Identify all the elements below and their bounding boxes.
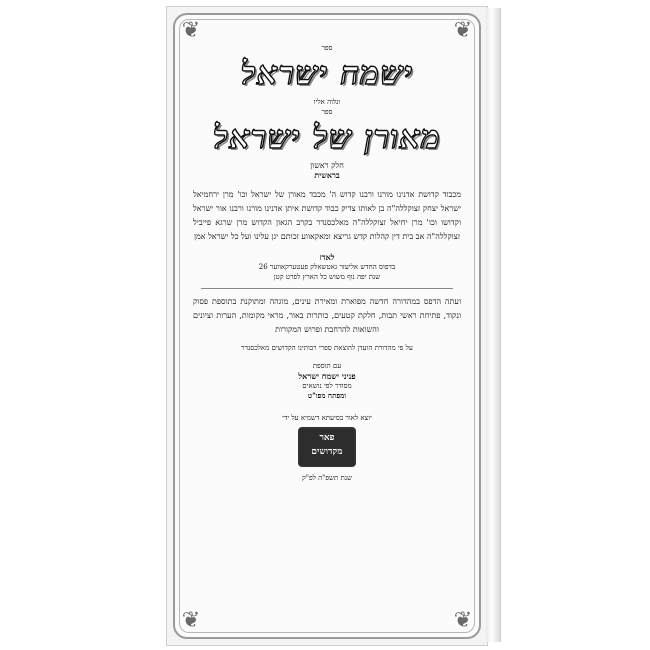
index-line: ומפתח מפו"ט <box>307 391 347 400</box>
second-title: מאורן של ישראל <box>213 118 441 156</box>
corner-ornament-icon: ❦ <box>181 608 201 633</box>
print-line-1: בדפוס החדש אליעזר גאטשאלק פעטערקאווער 26 <box>258 263 396 271</box>
print-line-2: שנת יפה נוף משוש כל הארץ לפרט קטן <box>273 273 381 281</box>
logo-line-2: מקדושים <box>311 447 343 457</box>
with-addition: עם תוספת <box>312 362 342 370</box>
corner-ornament-icon: ❦ <box>453 608 473 633</box>
new-edition-paragraph: ועתה הדפס במהדורה חדשה מפוארת ומאירת עינים, מוגהה ומתוקנת בתוספת פסוק ונקוד, פתיחת ראשי תבות, חלקת קטעים, כותרות באור, מראי מקומות, הערות וציונים והשואות להרחבת ופרוש המקורות <box>193 297 461 334</box>
according-line: על פי מהדורת הועדן להוצאת ספרי רבותינו הקדושים מאלכסנדר <box>241 344 413 352</box>
sefer-label: ספר <box>321 44 333 52</box>
year-line: שנת תשפ"ה לפ"ק <box>302 474 352 482</box>
logo-line-1: פאר <box>319 433 335 443</box>
corner-ornament-icon: ❦ <box>181 18 201 43</box>
attached-line: ונלוה אליו <box>313 98 341 106</box>
book-name: בראשית <box>314 170 340 180</box>
intro-paragraph: מכבוד קדושת אדנינו מורנו ורבנו קדוש ה' מכבד מאורן של ישראל וכו' מרן ירחמיאל ישראל יצחק זצוקללה"ה בן לאותו צדיק כבוד קדושת איתן אדנינו מורנו ורבנו אור ישראל וקדושו וכו' מרן יחיאל זצוקללה"ה מאלכסנדר בקרב הגאון הקדוש מרן שרגא פייביל זצוקללה"ה אב בית דין קהלות קדש גריצא ומאקאווע זכותם יגן עלינו ועל כל ישראל אמן <box>193 190 461 241</box>
book-spine <box>486 8 501 642</box>
corner-ornament-icon: ❦ <box>453 18 473 43</box>
published-by: יוצא לאור בסיעתא דשמיא על ידי <box>282 414 372 422</box>
book-cover <box>166 6 488 646</box>
cover-content <box>189 29 465 623</box>
divider <box>201 288 453 289</box>
main-title: ישמח ישראל <box>240 54 414 92</box>
outer-frame <box>173 13 481 639</box>
city-label: לאדז <box>319 252 335 262</box>
pninei-title: פניני ישמח ישראל <box>298 371 356 381</box>
arranged-line: מסודר לפי נושאים <box>302 382 352 390</box>
publisher-logo-icon <box>298 427 356 467</box>
sefer-label-2: ספר <box>321 108 333 116</box>
part-label: חלק ראשון <box>310 161 344 170</box>
